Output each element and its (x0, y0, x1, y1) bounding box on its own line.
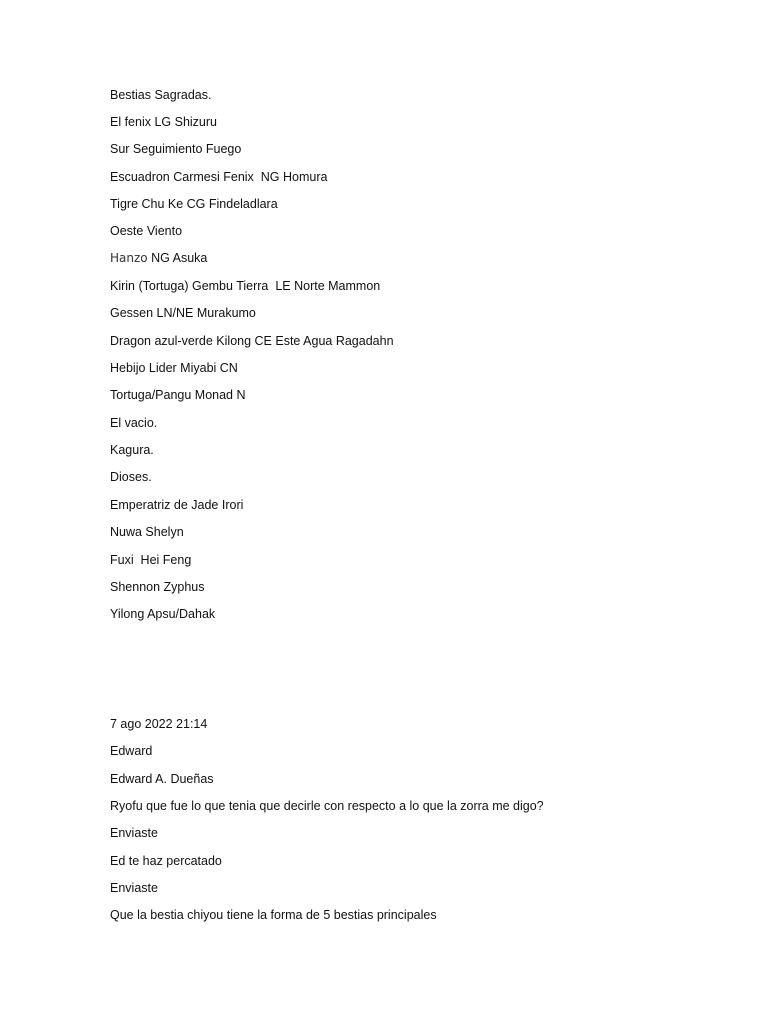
hanzo-label: Hanzo (110, 251, 148, 265)
text-line: Oeste Viento (110, 224, 183, 238)
message-text: Ed te haz percatado (110, 854, 222, 868)
text-line: Nuwa Shelyn (110, 525, 184, 539)
text-line: Hebijo Lider Miyabi CN (110, 361, 238, 375)
text-line: Dragon azul-verde Kilong CE Este Agua Ragadahn (110, 334, 394, 348)
text-line: Sur Seguimiento Fuego (110, 142, 242, 156)
text-line: Kirin (Tortuga) Gembu Tierra LE Norte Mammon (110, 279, 381, 293)
message-sender-fullname: Edward A. Dueñas (110, 772, 214, 786)
heading-bestias-sagradas: Bestias Sagradas. (110, 88, 212, 102)
text-line: Escuadron Carmesi Fenix NG Homura (110, 170, 328, 184)
text-line: Fuxi Hei Feng (110, 553, 192, 567)
text-line: Yilong Apsu/Dahak (110, 607, 216, 621)
sent-label: Enviaste (110, 826, 158, 840)
text-line: Kagura. (110, 443, 154, 457)
text-line: Gessen LN/NE Murakumo (110, 306, 256, 320)
text-line-hanzo (110, 250, 207, 266)
text-line: El fenix LG Shizuru (110, 115, 217, 129)
text-line: Tigre Chu Ke CG Findeladlara (110, 197, 278, 211)
message-timestamp: 7 ago 2022 21:14 (110, 717, 208, 731)
message-text: Ryofu que fue lo que tenia que decirle con respecto a lo que la zorra me digo? (110, 799, 544, 813)
asuka-label: NG Asuka (151, 251, 208, 265)
text-line: Emperatriz de Jade Irori (110, 498, 244, 512)
message-sender: Edward (110, 744, 153, 758)
sent-label: Enviaste (110, 881, 158, 895)
message-text: Que la bestia chiyou tiene la forma de 5 bestias principales (110, 908, 437, 922)
text-line: Shennon Zyphus (110, 580, 205, 594)
text-line: Tortuga/Pangu Monad N (110, 388, 246, 402)
text-line: Dioses. (110, 470, 152, 484)
text-line: El vacio. (110, 416, 158, 430)
